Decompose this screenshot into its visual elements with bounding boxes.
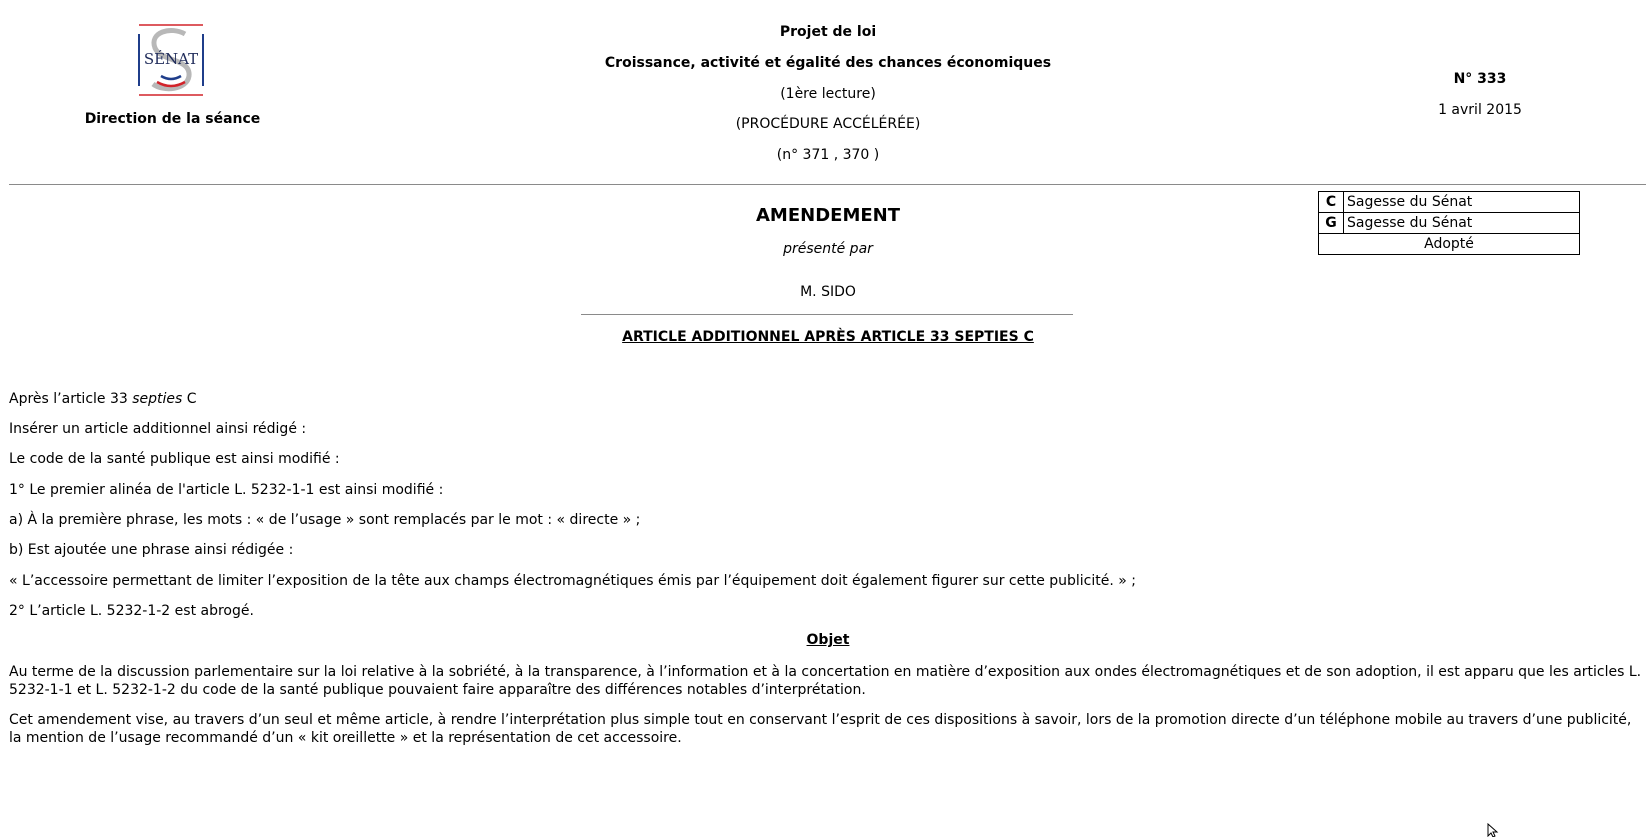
procedure-label: (PROCÉDURE ACCÉLÉRÉE) bbox=[735, 116, 921, 132]
article-heading: ARTICLE ADDITIONNEL APRÈS ARTICLE 33 SEPTIES C bbox=[622, 329, 1034, 345]
opinion-value: Sagesse du Sénat bbox=[1344, 192, 1580, 213]
paragraph-text: Après l’article 33 bbox=[9, 391, 133, 407]
opinion-code: C bbox=[1319, 192, 1344, 213]
paragraph bbox=[9, 390, 1645, 408]
author: M. SIDO bbox=[800, 284, 856, 300]
reading-label: (1ère lecture) bbox=[780, 86, 876, 102]
opinion-result: Adopté bbox=[1319, 234, 1580, 255]
paragraph: 2° L’article L. 5232-1-2 est abrogé. bbox=[9, 603, 254, 619]
paragraph: a) À la première phrase, les mots : « de l’usage » sont remplacés par le mot : « directe » ; bbox=[9, 512, 641, 528]
objet-heading: Objet bbox=[806, 632, 850, 648]
opinion-result-row bbox=[1319, 234, 1580, 255]
paragraph-text: C bbox=[182, 391, 197, 407]
paragraph: Cet amendement vise, au travers d’un seul et même article, à rendre l’interprétation plus simple tout en conservant l’esprit de ces dispositions à savoir, lors de la promotion directe d’un téléphone mobile au travers d’une publicité, la mention de l’usage recommandé d’un « kit oreillette » et la représentation de cet accessoire. bbox=[9, 712, 1632, 746]
opinion-row bbox=[1319, 213, 1580, 234]
logo-text: SÉNAT bbox=[143, 50, 199, 68]
opinion-value: Sagesse du Sénat bbox=[1344, 213, 1580, 234]
amendment-title: AMENDEMENT bbox=[756, 205, 900, 226]
amendment-number: N° 333 bbox=[1453, 71, 1507, 87]
document-type: Projet de loi bbox=[779, 24, 877, 40]
amendment-date: 1 avril 2015 bbox=[1438, 102, 1522, 118]
paragraph: Le code de la santé publique est ainsi modifié : bbox=[9, 451, 340, 467]
presented-by: présenté par bbox=[783, 241, 873, 257]
header-divider bbox=[9, 184, 1646, 185]
paragraph-italic-text: septies bbox=[132, 391, 183, 407]
opinions-table bbox=[1318, 191, 1580, 255]
paragraph: Insérer un article additionnel ainsi rédigé : bbox=[9, 421, 307, 437]
paragraph: b) Est ajoutée une phrase ainsi rédigée : bbox=[9, 542, 294, 558]
bill-numbers: (n° 371 , 370 ) bbox=[776, 147, 880, 163]
author-divider bbox=[581, 314, 1073, 315]
bill-title: Croissance, activité et égalité des chances économiques bbox=[604, 55, 1052, 71]
direction-label: Direction de la séance bbox=[84, 111, 261, 127]
paragraph: 1° Le premier alinéa de l'article L. 5232-1-1 est ainsi modifié : bbox=[9, 482, 444, 498]
mouse-cursor-icon bbox=[1487, 823, 1501, 837]
senat-logo bbox=[133, 22, 209, 98]
paragraph: « L’accessoire permettant de limiter l’exposition de la tête aux champs électromagnétiques émis par l’équipement doit également figurer sur cette publicité. » ; bbox=[9, 573, 1136, 589]
opinion-code: G bbox=[1319, 213, 1344, 234]
opinion-row bbox=[1319, 192, 1580, 213]
paragraph: Au terme de la discussion parlementaire sur la loi relative à la sobriété, à la transparence, à l’information et à la concertation en matière d’exposition aux ondes électromagnétiques et de son adoption, il est apparu que les articles L. 5232-1-1 et L. 5232-1-2 du code de la santé publique pouvaient faire apparaître des différences notables d’interprétation. bbox=[9, 664, 1642, 698]
